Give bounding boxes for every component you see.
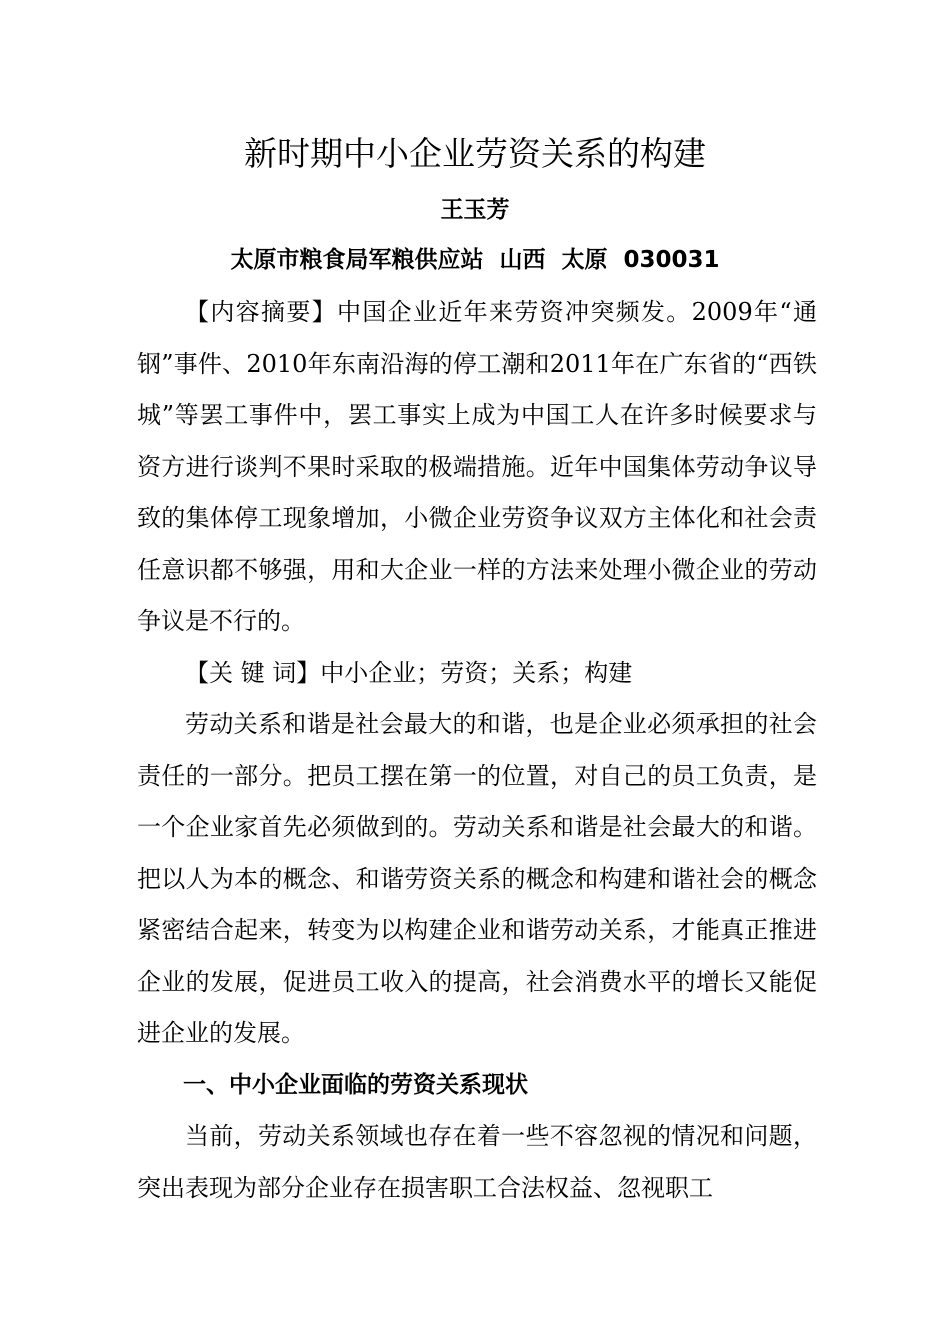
keywords-line: 【关 键 词】中小企业；劳资；关系；构建: [185, 658, 633, 687]
author-name: 王玉芳: [440, 197, 510, 223]
intro-paragraph: 劳动关系和谐是社会最大的和谐，也是企业必须承担的社会责任的一部分。把员工摆在第一的位置，对自己的员工负责，是一个企业家首先必须做到的。劳动关系和谐是社会最大的和谐。把以人为本的概念、和谐劳资关系的概念和构建和谐社会的概念紧密结合起来，转变为以构建企业和谐劳动关系，才能真正推进企业的发展，促进员工收入的提高，社会消费水平的增长又能促进企业的发展。: [137, 710, 817, 1047]
document-title: 新时期中小企业劳资关系的构建: [244, 134, 706, 173]
abstract-paragraph: 【内容摘要】中国企业近年来劳资冲突频发。2009年“通钢”事件、2010年东南沿海的停工潮和2011年在广东省的“西铁城”等罢工事件中，罢工事实上成为中国工人在许多时候要求与资方进行谈判不果时采取的极端措施。近年中国集体劳动争议导致的集体停工现象增加，小微企业劳资争议双方主体化和社会责任意识都不够强，用和大企业一样的方法来处理小微企业的劳动争议是不行的。: [137, 298, 817, 635]
author-affiliation: 太原市粮食局军粮供应站 山西 太原 030031: [230, 247, 720, 273]
section-heading: 一、中小企业面临的劳资关系现状: [183, 1071, 528, 1098]
document-body: [137, 287, 817, 1214]
section-paragraph: 当前，劳动关系领域也存在着一些不容忽视的情况和问题，突出表现为部分企业存在损害职工合法权益、忽视职工: [137, 1122, 817, 1202]
